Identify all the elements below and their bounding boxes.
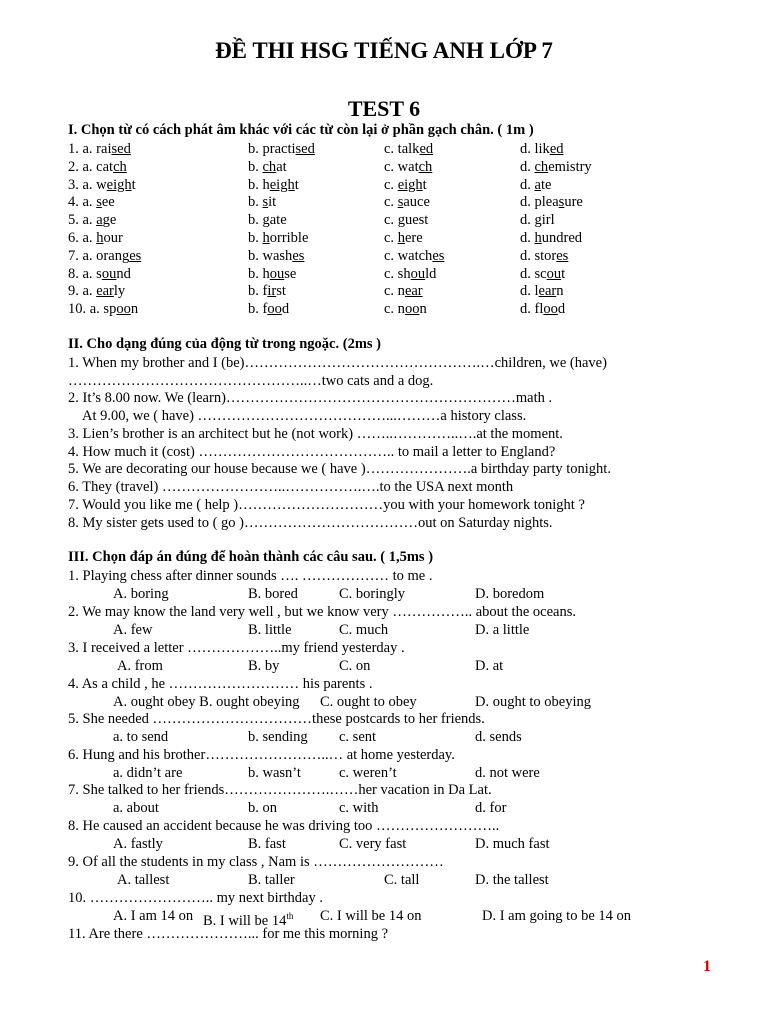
q7-opt-c: c. with	[339, 800, 379, 816]
s1-item-9-opt-c	[384, 282, 423, 300]
q8-opt-b: B. fast	[248, 836, 286, 852]
option-suffix: n	[556, 283, 564, 300]
option-suffix: emistry	[548, 158, 592, 175]
underlined-part: ou	[410, 265, 426, 282]
option-prefix: d.	[520, 230, 535, 246]
q3-opt-a: A. from	[117, 658, 163, 674]
page-number: 1	[703, 958, 711, 975]
q6-opt-b: b. wasn’t	[248, 765, 301, 781]
s1-item-9-opt-a	[68, 282, 125, 300]
s2-line-7: 5. We are decorating our house because we ( have )………………….a birthday party tonight.	[68, 461, 611, 477]
exam-title: ĐỀ THI HSG TIẾNG ANH LỚP 7	[215, 38, 553, 63]
q6-opt-d: d. not were	[475, 765, 540, 781]
q9-opt-a: A. tallest	[117, 872, 170, 888]
s1-item-10-opt-d	[520, 300, 565, 318]
s1-item-6-opt-b	[248, 229, 308, 247]
q6-text: 6. Hung and his brother……………………..… at home yesterday.	[68, 747, 455, 763]
underlined-part: ear	[96, 283, 114, 300]
option-suffix: ure	[564, 194, 583, 211]
underlined-part: eigh	[397, 176, 423, 193]
option-suffix: n	[419, 301, 427, 318]
underlined-part: oo	[404, 301, 420, 318]
underlined-part: s	[96, 194, 102, 211]
s1-item-4-opt-c	[384, 193, 430, 211]
option-suffix: irl	[541, 212, 555, 229]
option-prefix: c. wat	[384, 158, 419, 175]
q3-opt-b: B. by	[248, 658, 280, 674]
option-prefix: c. watch	[384, 247, 433, 264]
underlined-part: ch	[418, 158, 433, 175]
underlined-part: ir	[267, 283, 277, 300]
q1-opt-d: D. boredom	[475, 586, 545, 602]
q8-text: 8. He caused an accident because he was driving too ……………………..	[68, 818, 500, 834]
underlined-part: sed	[295, 141, 315, 157]
underlined-part: eigh	[269, 176, 295, 193]
q10-opt-a: A. I am 14 on	[113, 908, 194, 924]
option-prefix: 6. a.	[68, 230, 97, 246]
section-1-heading: I. Chọn từ có cách phát âm khác với các từ còn lại ở phần gạch chân. ( 1m )	[68, 122, 534, 138]
underlined-part: s	[558, 194, 565, 211]
s1-item-6-opt-d	[520, 229, 582, 247]
underlined-part: eigh	[106, 176, 132, 193]
q9-opt-d: D. the tallest	[475, 872, 549, 888]
option-prefix: b.	[248, 158, 263, 175]
s1-item-2-opt-c	[384, 158, 432, 176]
s1-item-7-opt-c	[384, 247, 444, 265]
option-suffix: t	[131, 176, 136, 193]
option-prefix: 1. a. rai	[68, 141, 112, 157]
underlined-part: h	[262, 230, 270, 246]
q6-opt-c: c. weren’t	[339, 765, 397, 781]
option-suffix: it	[268, 194, 277, 211]
q5-opt-a: a. to send	[113, 729, 169, 745]
option-prefix: c.	[384, 230, 398, 246]
q8-opt-a: A. fastly	[113, 836, 163, 852]
option-prefix: c. n	[384, 283, 405, 300]
option-suffix: se	[284, 265, 297, 282]
option-suffix: auce	[403, 194, 430, 211]
s1-item-1-opt-a	[68, 140, 131, 158]
option-prefix: 9. a.	[68, 283, 97, 300]
q10-text: 10. …………………….. my next birthday .	[68, 890, 323, 906]
option-prefix: b.	[248, 212, 263, 229]
q5-opt-c: c. sent	[339, 729, 377, 745]
s2-line-3: 2. It’s 8.00 now. We (learn)……………………………………………………math .	[68, 390, 553, 406]
option-suffix: ee	[101, 194, 115, 211]
underlined-part: h	[96, 230, 104, 246]
q3-opt-d: D. at	[475, 658, 504, 674]
underlined-part: s	[262, 194, 269, 211]
q2-opt-b: B. little	[248, 622, 292, 638]
s1-item-1-opt-d	[520, 140, 564, 158]
s1-item-5-opt-b	[248, 211, 287, 229]
option-prefix: d. fl	[520, 301, 544, 318]
option-prefix: 4. a.	[68, 194, 97, 211]
q7-opt-a: a. about	[113, 800, 159, 816]
q10-opt-c: C. I will be 14 on	[320, 908, 422, 924]
q1-opt-b: B. bored	[248, 586, 298, 602]
option-suffix: te	[540, 176, 552, 193]
option-suffix: our	[103, 230, 123, 246]
option-prefix: b. h	[248, 176, 270, 193]
option-prefix: d.	[520, 176, 535, 193]
option-prefix: d.	[520, 158, 535, 175]
s2-line-5: 3. Lien’s brother is an architect but he (not work) ……..…………..….at the moment.	[68, 426, 563, 442]
q9-opt-c: C. tall	[384, 872, 420, 888]
underlined-part: oo	[543, 301, 558, 318]
s1-item-7-opt-d	[520, 247, 568, 265]
q3-text: 3. I received a letter ………………..my friend yesterday .	[68, 640, 405, 656]
underlined-part: sed	[111, 141, 131, 157]
s2-line-6: 4. How much it (cost) ………………………………….. to mail a letter to England?	[68, 444, 556, 460]
q9-text: 9. Of all the students in my class , Nam is ………………………	[68, 854, 444, 870]
option-prefix: c.	[384, 194, 398, 211]
option-prefix: 7. a. orang	[68, 247, 130, 264]
s1-item-8-opt-b	[248, 265, 296, 283]
option-prefix: c. sh	[384, 265, 411, 282]
s1-item-3-opt-b	[248, 176, 299, 194]
underlined-part: es	[292, 247, 305, 264]
option-prefix: b. practi	[248, 141, 296, 157]
option-suffix: nd	[116, 265, 131, 282]
s1-item-8-opt-a	[68, 265, 131, 283]
s2-line-4: At 9.00, we ( have) …………………………………...………a history class.	[82, 408, 527, 424]
option-suffix: t	[422, 176, 427, 193]
s1-item-1-opt-c	[384, 140, 433, 158]
s1-item-2-opt-a	[68, 158, 127, 176]
s1-item-9-opt-b	[248, 282, 286, 300]
underlined-part: h	[397, 230, 405, 246]
option-suffix: t	[294, 176, 299, 193]
s1-item-7-opt-a	[68, 247, 141, 265]
q8-opt-d: D. much fast	[475, 836, 550, 852]
option-suffix: st	[276, 283, 286, 300]
s1-item-5-opt-c	[384, 211, 428, 229]
s1-item-2-opt-b	[248, 158, 287, 176]
underlined-part: oo	[267, 301, 282, 318]
option-suffix: d	[281, 301, 290, 318]
s2-line-1: 1. When my brother and I (be)………………………………………….…children, we (have)	[68, 355, 607, 371]
option-prefix: b. f	[248, 283, 268, 300]
underlined-part: ed	[419, 141, 434, 157]
q4-opt-c: C. ought to obey	[320, 694, 417, 710]
option-prefix: b.	[248, 230, 263, 246]
option-prefix: b.	[248, 194, 263, 211]
option-suffix: ere	[404, 230, 423, 246]
s1-item-2-opt-d	[520, 158, 592, 176]
q11-text: 11. Are there …………………... for me this morning ?	[68, 926, 389, 942]
option-prefix: d.	[520, 212, 535, 229]
q1-opt-c: C. boringly	[339, 586, 406, 602]
s2-line-9: 7. Would you like me ( help )…………………………you with your homework tonight ?	[68, 497, 585, 513]
s1-item-5-opt-d	[520, 211, 555, 229]
q3-opt-c: C. on	[339, 658, 371, 674]
test-title: TEST 6	[347, 96, 421, 121]
s1-item-3-opt-a	[68, 176, 136, 194]
underlined-part: ear	[538, 283, 557, 300]
underlined-part: ou	[546, 265, 562, 282]
s1-item-6-opt-a	[68, 229, 123, 247]
option-prefix: d. plea	[520, 194, 559, 211]
q1-opt-a: A. boring	[113, 586, 169, 602]
s2-line-10: 8. My sister gets used to ( go )………………………………out on Saturday nights.	[68, 515, 553, 531]
s1-item-8-opt-d	[520, 265, 565, 283]
q7-opt-b: b. on	[248, 800, 277, 816]
s1-item-10-opt-c	[384, 300, 427, 318]
q4-opt-ab: A. ought obey B. ought obeying	[113, 694, 300, 710]
q8-opt-c: C. very fast	[339, 836, 407, 852]
q1-text: 1. Playing chess after dinner sounds …. ……………… to me .	[68, 568, 433, 584]
option-prefix: c.	[384, 212, 398, 229]
s1-item-3-opt-c	[384, 176, 427, 194]
s1-item-4-opt-d	[520, 193, 583, 211]
option-suffix: ly	[113, 283, 126, 300]
s1-item-6-opt-c	[384, 229, 423, 247]
underlined-part: a	[96, 212, 103, 229]
underlined-part: es	[556, 247, 569, 264]
q10-opt-b: B. I will be 14th	[203, 911, 294, 929]
s1-item-7-opt-b	[248, 247, 304, 265]
option-suffix: ld	[425, 265, 437, 282]
option-prefix: 3. a. w	[68, 176, 107, 193]
option-prefix: d. lik	[520, 141, 550, 157]
option-prefix: c. n	[384, 301, 405, 318]
q10-opt-d: D. I am going to be 14 on	[482, 908, 632, 924]
option-suffix: undred	[541, 230, 583, 246]
s1-item-9-opt-d	[520, 282, 563, 300]
option-suffix: d	[557, 301, 566, 318]
option-prefix: d. sc	[520, 265, 547, 282]
q5-opt-d: d. sends	[475, 729, 522, 745]
option-prefix: d. stor	[520, 247, 557, 264]
section-2-heading: II. Cho dạng đúng của động từ trong ngoặc. (2ms )	[68, 336, 381, 352]
option-prefix: b. f	[248, 301, 268, 318]
underlined-part: ch	[113, 158, 127, 175]
s1-item-10-opt-b	[248, 300, 289, 318]
underlined-part: ed	[549, 141, 564, 157]
underlined-part: ch	[262, 158, 277, 175]
option-prefix: b. h	[248, 265, 270, 282]
underlined-part: ch	[534, 158, 549, 175]
option-suffix: orrible	[269, 230, 309, 246]
underlined-part: oo	[116, 301, 131, 318]
q2-text: 2. We may know the land very well , but we know very …………….. about the oceans.	[68, 604, 576, 620]
option-suffix: n	[130, 301, 139, 318]
option-prefix: c. talk	[384, 141, 420, 157]
s1-item-1-opt-b	[248, 140, 315, 158]
option-prefix: d. l	[520, 283, 539, 300]
s1-item-3-opt-d	[520, 176, 551, 194]
underlined-part: ou	[101, 265, 117, 282]
underlined-part: g	[534, 212, 542, 229]
underlined-part: es	[129, 247, 142, 264]
option-prefix: 8. a. s	[68, 265, 102, 282]
s2-line-8: 6. They (travel) ……………………..…………….….to the USA next month	[68, 479, 514, 495]
q2-opt-a: A. few	[113, 622, 153, 638]
s1-item-8-opt-c	[384, 265, 436, 283]
s1-item-4-opt-a	[68, 193, 115, 211]
option-suffix: at	[276, 158, 287, 175]
underlined-part: a	[534, 176, 541, 193]
option-prefix: 2. a. cat	[68, 158, 114, 175]
s1-item-5-opt-a	[68, 211, 116, 229]
underlined-part: ear	[404, 283, 423, 300]
option-prefix: 10. a. sp	[68, 301, 117, 318]
q9-opt-b: B. taller	[248, 872, 295, 888]
q2-opt-c: C. much	[339, 622, 389, 638]
q4-opt-d: D. ought to obeying	[475, 694, 591, 710]
option-suffix: ge	[102, 212, 117, 229]
underlined-part: ou	[269, 265, 285, 282]
option-suffix: ate	[269, 212, 287, 229]
underlined-part: es	[432, 247, 445, 264]
q5-opt-b: b. sending	[248, 729, 308, 745]
q7-opt-d: d. for	[475, 800, 507, 816]
option-suffix: uest	[404, 212, 429, 229]
q4-text: 4. As a child , he ……………………… his parents .	[68, 676, 373, 692]
q7-text: 7. She talked to her friends………………….……her vacation in Da Lat.	[68, 782, 492, 798]
s2-line-2: …………………………………………..…two cats and a dog.	[68, 373, 434, 389]
q6-opt-a: a. didn’t are	[113, 765, 183, 781]
option-prefix: c.	[384, 176, 398, 193]
underlined-part: g	[262, 212, 270, 229]
underlined-part: g	[397, 212, 405, 229]
s1-item-10-opt-a	[68, 300, 138, 318]
option-prefix: b. wash	[248, 247, 293, 264]
underlined-part: h	[534, 230, 542, 246]
option-suffix: t	[561, 265, 566, 282]
section-3-heading: III. Chọn đáp án đúng để hoàn thành các câu sau. ( 1,5ms )	[68, 549, 434, 565]
q5-text: 5. She needed ……………………………these postcards to her friends.	[68, 711, 485, 727]
underlined-part: s	[397, 194, 404, 211]
q2-opt-d: D. a little	[475, 622, 530, 638]
option-prefix: 5. a.	[68, 212, 97, 229]
s1-item-4-opt-b	[248, 193, 276, 211]
